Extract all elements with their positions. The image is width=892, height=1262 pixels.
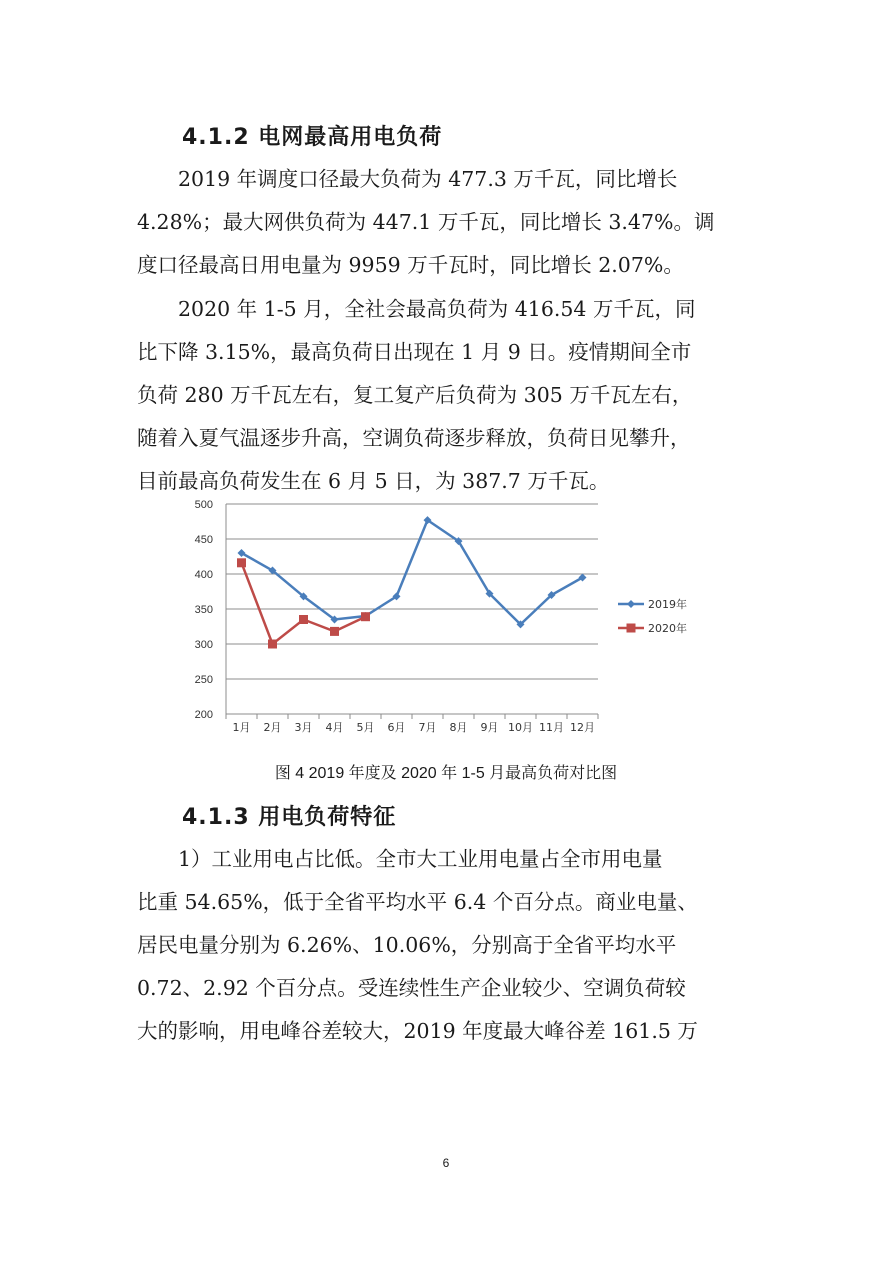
paragraph-line: 4.28%；最大网供负荷为 447.1 万千瓦，同比增长 3.47%。调 (137, 210, 715, 234)
y-tick-label: 300 (194, 639, 213, 651)
y-tick-label: 400 (194, 569, 213, 581)
paragraph-line: 居民电量分别为 6.26%、10.06%，分别高于全省平均水平 (137, 933, 677, 957)
x-tick-label: 9月 (480, 721, 499, 734)
section-heading-4-1-3: 4.1.3 用电负荷特征 (182, 805, 397, 830)
paragraph-line: 2019 年调度口径最大负荷为 477.3 万千瓦，同比增长 (178, 167, 678, 191)
data-point (330, 627, 339, 636)
data-point (237, 558, 246, 567)
y-tick-label: 200 (194, 709, 213, 721)
paragraph-line: 1）工业用电占比低。全市大工业用电量占全市用电量 (178, 847, 663, 871)
x-tick-label: 7月 (418, 721, 437, 734)
y-tick-label: 350 (194, 604, 213, 616)
paragraph-line: 目前最高负荷发生在 6 月 5 日，为 387.7 万千瓦。 (137, 469, 610, 493)
x-tick-label: 12月 (570, 721, 595, 734)
legend-marker (627, 624, 636, 633)
paragraph-line: 0.72、2.92 个百分点。受连续性生产企业较少、空调负荷较 (137, 976, 686, 1000)
y-tick-label: 500 (194, 499, 213, 511)
paragraph-load-2020 (137, 288, 759, 503)
x-tick-label: 2月 (263, 721, 282, 734)
data-point (361, 612, 370, 621)
legend-label: 2019年 (648, 598, 687, 611)
y-tick-label: 450 (194, 534, 213, 546)
paragraph-line: 大的影响，用电峰谷差较大，2019 年度最大峰谷差 161.5 万 (137, 1019, 698, 1043)
data-point (268, 640, 277, 649)
paragraph-max-load-2019 (137, 158, 759, 287)
x-tick-label: 6月 (387, 721, 406, 734)
paragraph-line: 随着入夏气温逐步升高，空调负荷逐步释放，负荷日见攀升， (137, 426, 691, 450)
paragraph-line: 比下降 3.15%，最高负荷日出现在 1 月 9 日。疫情期间全市 (137, 340, 692, 364)
figure-caption: 图 4 2019 年度及 2020 年 1-5 月最高负荷对比图 (274, 765, 618, 782)
x-tick-label: 8月 (449, 721, 468, 734)
y-tick-label: 250 (194, 674, 213, 686)
series-line-2020年 (242, 563, 366, 644)
section-heading-4-1-2: 4.1.2 电网最高用电负荷 (182, 125, 443, 150)
legend-marker (627, 600, 635, 608)
paragraph-load-characteristics (137, 838, 759, 1053)
paragraph-line: 比重 54.65%，低于全省平均水平 6.4 个百分点。商业电量、 (137, 890, 698, 914)
page-number: 6 (442, 1156, 450, 1170)
x-tick-label: 11月 (539, 721, 564, 734)
paragraph-line: 负荷 280 万千瓦左右，复工复产后负荷为 305 万千瓦左右， (137, 383, 693, 407)
x-tick-label: 3月 (294, 721, 313, 734)
x-tick-label: 1月 (232, 721, 251, 734)
x-tick-label: 4月 (325, 721, 344, 734)
load-comparison-chart (180, 492, 700, 747)
x-tick-label: 10月 (508, 721, 533, 734)
legend-label: 2020年 (648, 622, 687, 635)
paragraph-line: 2020 年 1-5 月，全社会最高负荷为 416.54 万千瓦，同 (178, 297, 696, 321)
paragraph-line: 度口径最高日用电量为 9959 万千瓦时，同比增长 2.07%。 (137, 253, 684, 277)
data-point (299, 615, 308, 624)
x-tick-label: 5月 (356, 721, 375, 734)
